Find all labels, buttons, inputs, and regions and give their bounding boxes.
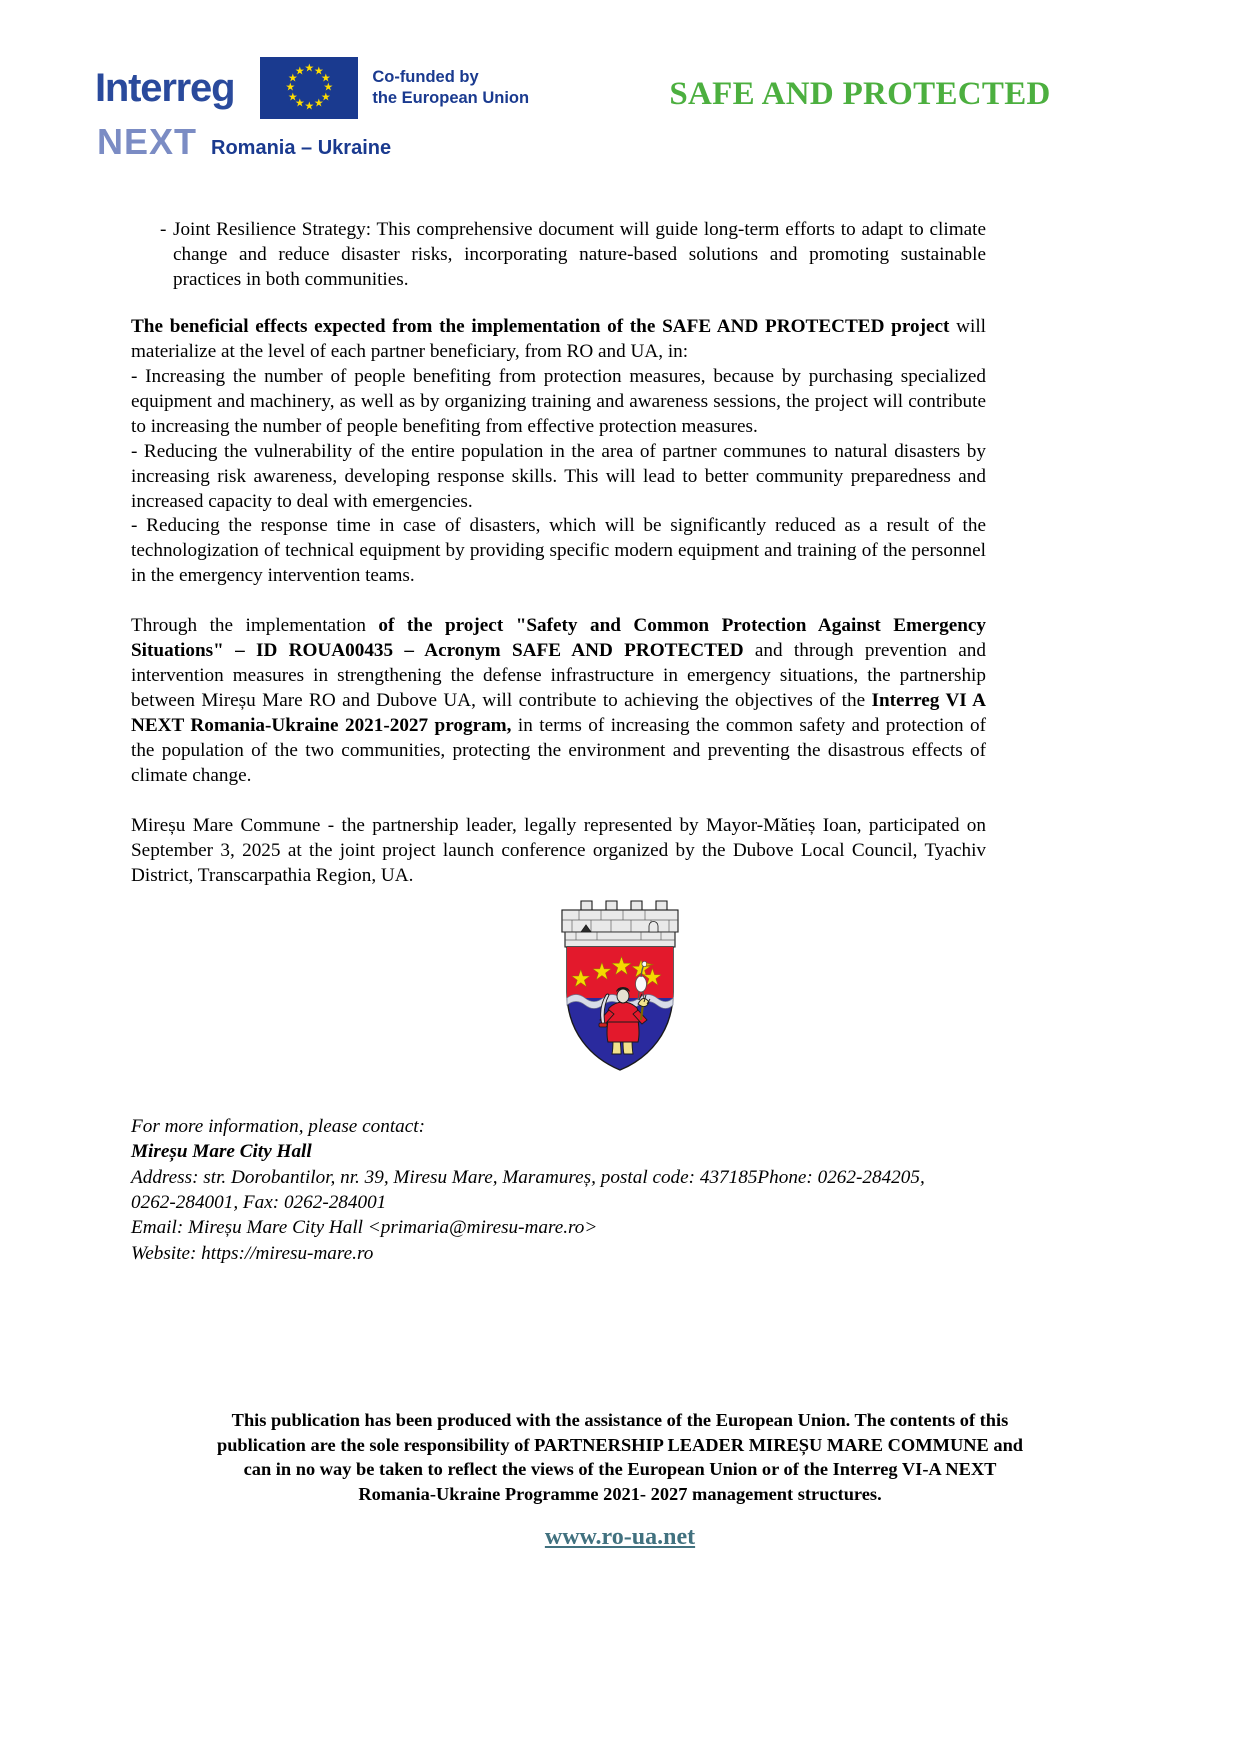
page-title: SAFE AND PROTECTED <box>669 76 1051 112</box>
footer-line-4: Romania-Ukraine Programme 2021- 2027 management structures. <box>358 1483 882 1504</box>
paragraph-increasing-people: - Increasing the number of people benefiting from protection measures, because by purchasing specialized equipment and machinery, as well as by organizing training and awareness sessions, the project will contribute to increasing the number of people benefiting from effective protection measures. <box>131 365 986 437</box>
contact-address-line-1: Address: str. Dorobantilor, nr. 39, Miresu Mare, Maramureș, postal code: 437185Phone: 0262-284205, <box>131 1166 925 1188</box>
eu-star-icon: ★ <box>287 91 298 103</box>
coat-of-arms-figure <box>0 880 1240 1080</box>
footer-disclaimer <box>120 1408 1120 1553</box>
eu-cofunding-line-1: Co-funded by <box>372 67 479 86</box>
footer-line-1: This publication has been produced with the assistance of the European Union. The contents of this <box>231 1410 1009 1430</box>
paragraph-reducing-vulnerability: - Reducing the vulnerability of the entire population in the area of partner communes to natural disasters by increasing risk awareness, developing response skills. This will lead to better community preparedness and increased capacity to deal with emergencies. <box>131 440 986 512</box>
programme-region-label: Romania – Ukraine <box>211 137 392 159</box>
document-header <box>0 48 1240 173</box>
beneficial-effects-bold-lead: The beneficial effects expected from the implementation of the SAFE AND PROTECTED project <box>131 315 950 337</box>
eu-star-icon: ★ <box>285 81 296 94</box>
through-segment-5: in terms of increasing the common safety and protection of the population of the two communities, protecting the environment and preventing the disastrous effects of climate change. <box>131 715 986 787</box>
beneficial-effects-rest: will materialize at the level of each partner beneficiary, from RO and UA, in: <box>131 315 986 362</box>
through-programme-bold: Interreg VI A NEXT Romania-Ukraine 2021-2027 program, <box>131 690 986 737</box>
through-segment-3: and through prevention and intervention measures in strengthening the defense infrastructure in emergency situations, the partnership between Mireșu Mare RO and Dubove UA, will contribute to achieving the objectives of the <box>131 640 986 712</box>
eu-star-icon: ★ <box>320 72 331 84</box>
logo-row-top <box>95 60 575 116</box>
bullet-marker: - <box>160 219 167 240</box>
paragraph-reducing-response-time: - Reducing the response time in case of disasters, which will be significantly reduced as a result of the technologization of technical equipment by providing specific modern equipment and training of the personnel in the emergency intervention teams. <box>131 515 986 587</box>
logo-row-bottom <box>97 121 575 162</box>
through-project-name-bold: of the project "Safety and Common Protection Against Emergency Situations" – ID ROUA00435 – Acronym SAFE AND PROTECTED <box>131 615 987 662</box>
eu-flag-icon <box>260 57 358 119</box>
next-wordmark: NEXT <box>97 121 198 162</box>
through-segment-1: Through the implementation <box>131 615 379 637</box>
paragraph-spacer <box>131 589 986 614</box>
eu-star-icon: ★ <box>304 62 315 75</box>
contact-intro: For more information, please contact: <box>131 1116 425 1137</box>
paragraph-beneficial-effects <box>131 315 986 365</box>
eu-cofunding-line-2: the European Union <box>372 89 530 107</box>
contact-block <box>131 1114 1011 1266</box>
paragraph-spacer-2 <box>131 789 986 814</box>
list-item <box>131 218 986 293</box>
paragraph-through-implementation <box>131 614 986 789</box>
eu-star-icon: ★ <box>294 65 305 78</box>
interreg-wordmark: Interreg <box>95 66 235 110</box>
eu-star-icon: ★ <box>287 72 298 84</box>
contact-address-line-2: 0262-284001, Fax: 0262-284001 <box>131 1192 387 1214</box>
paragraph-commune-leader: Mireșu Mare Commune - the partnership leader, legally represented by Mayor-Mătieș Ioan, participated on September 3, 2025 at the joint project launch conference organized by the Dubove Local Council, Tyachiv District, Transcarpathia Region, UA. <box>131 815 986 886</box>
footer-line-2: publication are the sole responsibility of PARTNERSHIP LEADER MIREȘU MARE COMMUNE and <box>216 1434 1024 1455</box>
eu-star-icon: ★ <box>320 91 331 103</box>
programme-website-link[interactable]: www.ro-ua.net <box>544 1523 696 1550</box>
interreg-next-logo <box>95 60 575 160</box>
bullet-text: Joint Resilience Strategy: This comprehensive document will guide long-term efforts to adapt to climate change and reduce disaster risks, incorporating nature-based solutions and promoting sustainable practices in both communities. <box>173 219 986 290</box>
eu-star-icon: ★ <box>304 100 315 113</box>
document-body <box>131 218 986 889</box>
eu-star-icon: ★ <box>313 65 324 78</box>
eu-star-icon: ★ <box>294 97 305 110</box>
eu-star-icon: ★ <box>313 97 324 110</box>
miresu-mare-coat-of-arms-icon <box>545 880 695 1075</box>
contact-website[interactable]: Website: https://miresu-mare.ro <box>131 1242 374 1264</box>
eu-cofunding-text <box>372 67 529 109</box>
contact-email[interactable]: Email: Mireșu Mare City Hall <primaria@miresu-mare.ro> <box>131 1217 598 1239</box>
contact-organisation: Mireșu Mare City Hall <box>131 1141 312 1163</box>
footer-line-3: can in no way be taken to reflect the views of the European Union or of the Interreg VI-A NEXT <box>243 1459 997 1480</box>
eu-star-icon: ★ <box>323 81 334 94</box>
